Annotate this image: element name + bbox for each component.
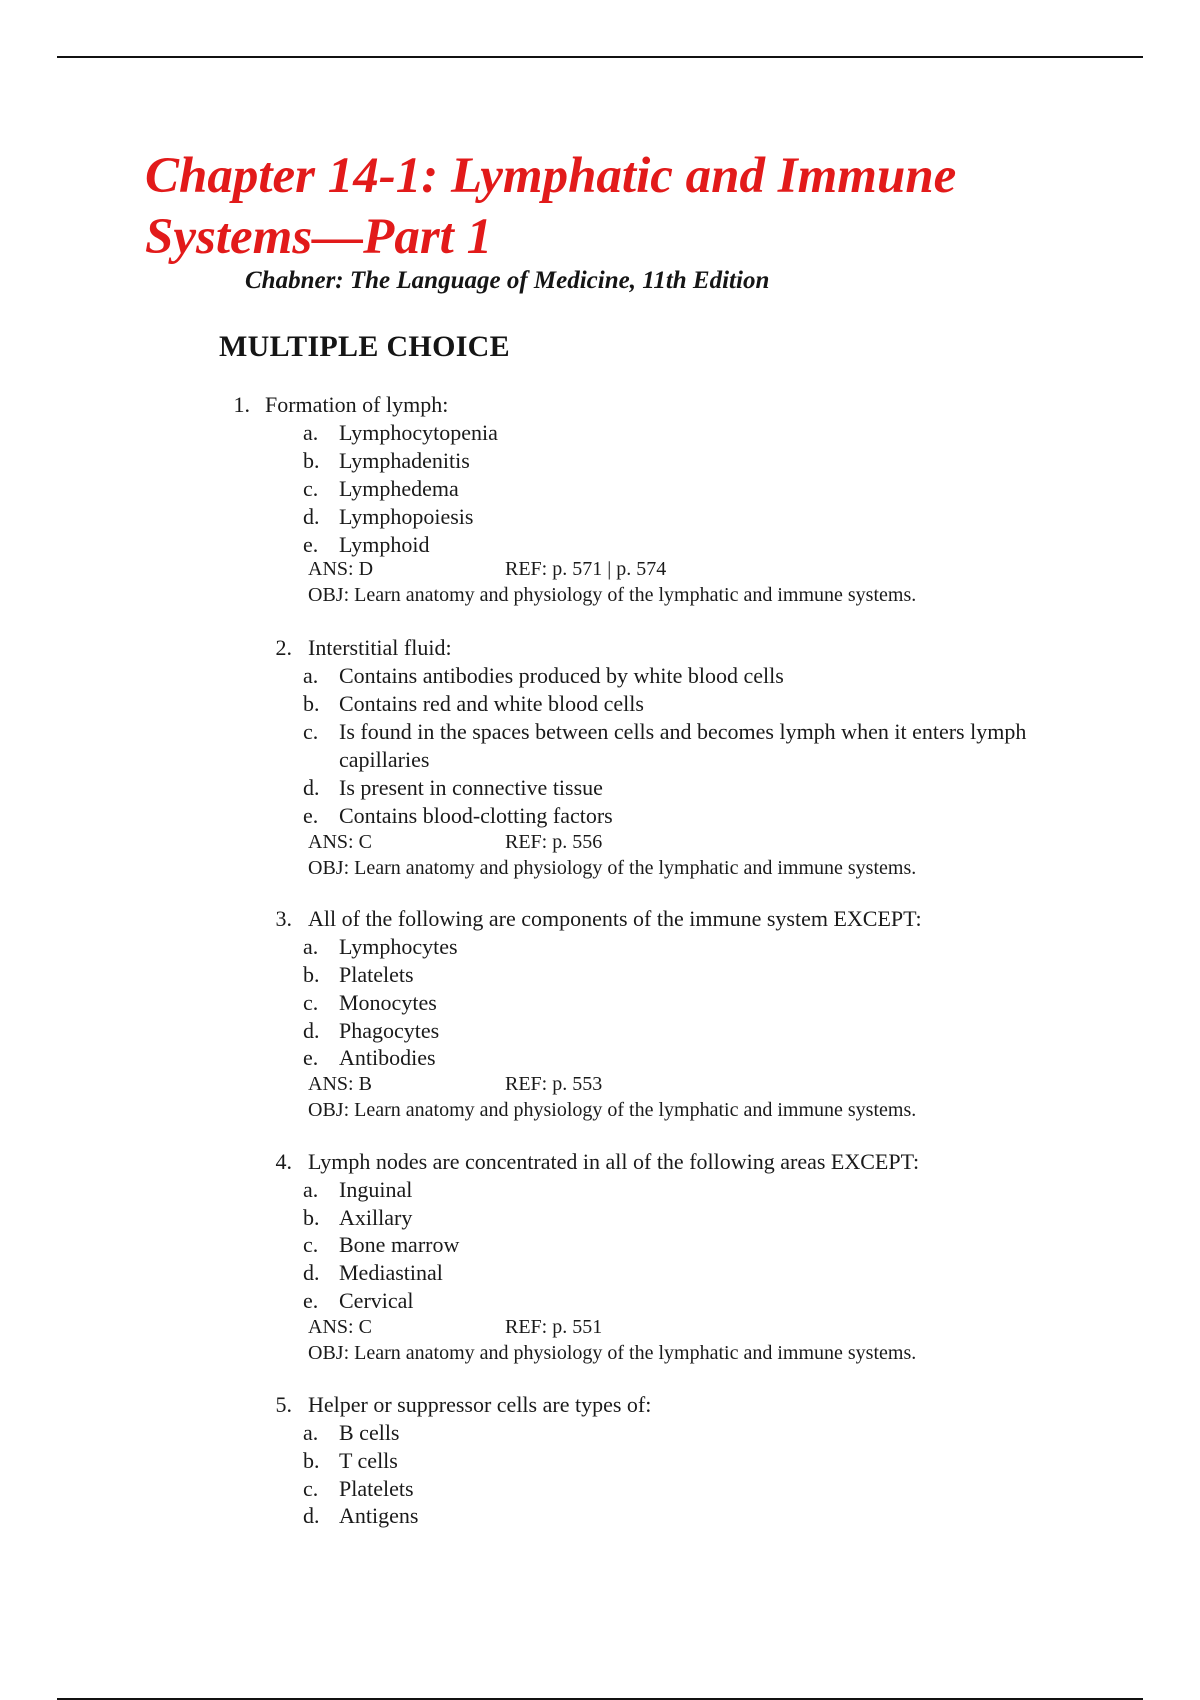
option-text: Monocytes: [339, 990, 437, 1015]
option-letter: c.: [303, 1232, 319, 1257]
question-number: 4.: [275, 1149, 292, 1174]
answer-option: [303, 718, 1059, 774]
answer-option: [303, 531, 1059, 559]
question-stem: All of the following are components of the immune system EXCEPT:: [308, 906, 922, 931]
option-text: Contains red and white blood cells: [339, 691, 644, 716]
answer-option: [303, 1176, 1059, 1204]
question-number: 3.: [275, 906, 292, 931]
option-text: Antibodies: [339, 1045, 436, 1070]
answer-option: [303, 1475, 1059, 1503]
option-letter: e.: [303, 1045, 319, 1070]
book-subtitle: Chabner: The Language of Medicine, 11th Edition: [245, 267, 770, 294]
answer-option: [303, 503, 1059, 531]
option-text: Lymphedema: [339, 476, 459, 501]
option-letter: c.: [303, 990, 319, 1015]
option-letter: b.: [303, 448, 320, 473]
answer-option: [303, 961, 1059, 989]
answer-option: [303, 1287, 1059, 1315]
objective: OBJ: Learn anatomy and physiology of the lymphatic and immune systems.: [308, 584, 917, 606]
objective: OBJ: Learn anatomy and physiology of the lymphatic and immune systems.: [308, 1099, 917, 1121]
option-letter: e.: [303, 532, 319, 557]
answer-option: [303, 1502, 1059, 1530]
option-text: Platelets: [339, 1476, 414, 1501]
option-letter: a.: [303, 663, 319, 688]
page-reference: REF: p. 553: [505, 1073, 603, 1095]
option-letter: b.: [303, 1448, 320, 1473]
option-letter: b.: [303, 691, 320, 716]
page-reference: REF: p. 556: [505, 831, 603, 853]
answer-ref-line: [308, 1314, 603, 1340]
option-letter: c.: [303, 476, 319, 501]
answer-option: [303, 933, 1059, 961]
page-reference: REF: p. 571 | p. 574: [505, 558, 667, 580]
answer-key: ANS: D: [308, 558, 374, 580]
option-text: Is found in the spaces between cells and becomes lymph when it enters lymph capillaries: [339, 719, 1027, 772]
option-letter: e.: [303, 1288, 319, 1313]
option-text: Phagocytes: [339, 1018, 440, 1043]
option-text: Mediastinal: [339, 1260, 443, 1285]
answer-option: [303, 1259, 1059, 1287]
answer-option: [303, 419, 1059, 447]
answer-key: ANS: B: [308, 1073, 372, 1095]
answer-option: [303, 475, 1059, 503]
answer-option: [303, 1017, 1059, 1045]
objective: OBJ: Learn anatomy and physiology of the lymphatic and immune systems.: [308, 1342, 917, 1364]
option-text: T cells: [339, 1448, 398, 1473]
answer-option: [303, 1204, 1059, 1232]
option-letter: d.: [303, 775, 320, 800]
option-letter: e.: [303, 803, 319, 828]
question-stem: Helper or suppressor cells are types of:: [308, 1392, 652, 1417]
chapter-title: Chapter 14-1: Lymphatic and Immune Systems—Part 1: [145, 148, 957, 265]
answer-ref-line: [308, 829, 603, 855]
answer-option: [303, 1419, 1059, 1447]
question-stem: Lymph nodes are concentrated in all of the following areas EXCEPT:: [308, 1149, 920, 1174]
answer-option: [303, 802, 1059, 830]
option-letter: a.: [303, 420, 319, 445]
option-letter: b.: [303, 962, 320, 987]
answer-option: [303, 662, 1059, 690]
question-number: 5.: [275, 1392, 292, 1417]
option-text: Contains blood-clotting factors: [339, 803, 613, 828]
option-text: Contains antibodies produced by white blood cells: [339, 663, 784, 688]
answer-option: [303, 1044, 1059, 1072]
option-letter: a.: [303, 1420, 319, 1445]
option-letter: d.: [303, 1503, 320, 1528]
option-text: Is present in connective tissue: [339, 775, 603, 800]
option-text: Lymphoid: [339, 532, 430, 557]
option-text: Axillary: [339, 1205, 413, 1230]
option-text: Antigens: [339, 1503, 419, 1528]
option-letter: c.: [303, 719, 319, 744]
answer-option: [303, 1447, 1059, 1475]
question-stem: Formation of lymph:: [265, 392, 449, 417]
option-text: Lymphadenitis: [339, 448, 470, 473]
option-text: Platelets: [339, 962, 414, 987]
option-text: B cells: [339, 1420, 400, 1445]
answer-option: [303, 774, 1059, 802]
answer-ref-line: [308, 1071, 603, 1097]
answer-key: ANS: C: [308, 1316, 372, 1338]
option-letter: a.: [303, 934, 319, 959]
answer-option: [303, 447, 1059, 475]
section-heading: MULTIPLE CHOICE: [219, 330, 510, 363]
option-text: Lymphocytes: [339, 934, 458, 959]
option-letter: c.: [303, 1476, 319, 1501]
option-text: Cervical: [339, 1288, 414, 1313]
answer-option: [303, 1231, 1059, 1259]
option-letter: a.: [303, 1177, 319, 1202]
option-text: Lymphocytopenia: [339, 420, 498, 445]
answer-option: [303, 690, 1059, 718]
question-stem: Interstitial fluid:: [308, 635, 452, 660]
option-letter: b.: [303, 1205, 320, 1230]
answer-option: [303, 989, 1059, 1017]
answer-ref-line: [308, 556, 667, 582]
answer-key: ANS: C: [308, 831, 372, 853]
option-letter: d.: [303, 1018, 320, 1043]
page-reference: REF: p. 551: [505, 1316, 603, 1338]
question-number: 1.: [233, 392, 250, 417]
option-letter: d.: [303, 504, 320, 529]
option-text: Bone marrow: [339, 1232, 460, 1257]
option-letter: d.: [303, 1260, 320, 1285]
option-text: Inguinal: [339, 1177, 413, 1202]
option-text: Lymphopoiesis: [339, 504, 474, 529]
question-number: 2.: [275, 635, 292, 660]
objective: OBJ: Learn anatomy and physiology of the lymphatic and immune systems.: [308, 857, 917, 879]
